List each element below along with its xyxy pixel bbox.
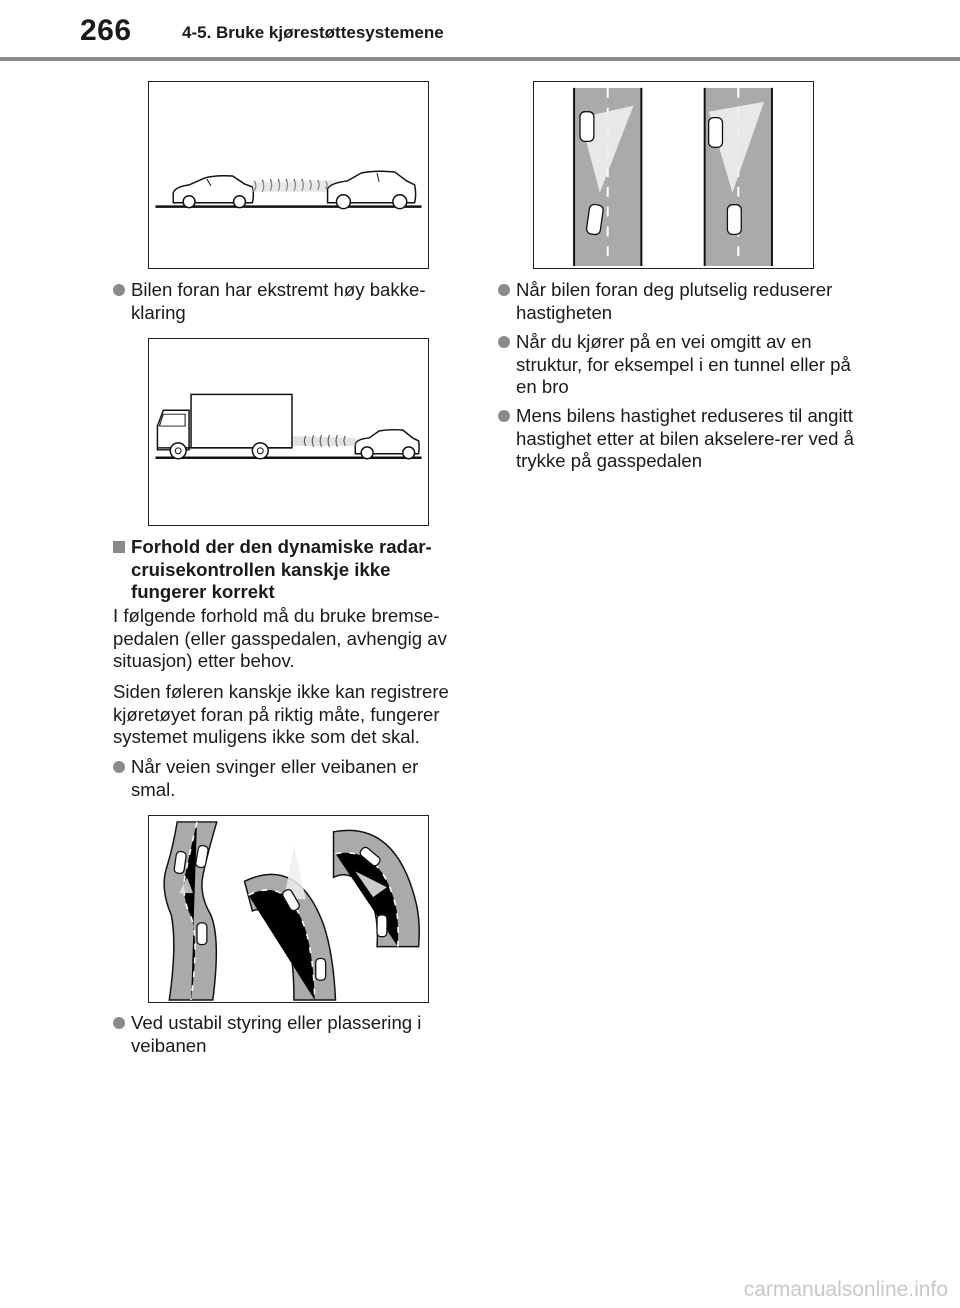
- paragraph-sensor: Siden føleren kanskje ikke kan registrere kjøretøyet foran på riktig måte, fungerer systemet muligens ikke som det skal.: [113, 681, 449, 747]
- bullet-dot-icon: [498, 336, 510, 348]
- bullet-dot-icon: [113, 284, 125, 296]
- page-header: [0, 0, 960, 62]
- bullet-tunnel: Når du kjører på en vei omgitt av en struktur, for eksempel i en tunnel eller på en bro: [498, 331, 858, 399]
- bullet-dot-icon: [498, 410, 510, 422]
- bullet-unstable-steering: Ved ustabil styring eller plassering i veibanen: [113, 1012, 463, 1057]
- paragraph-brake-pedal: I følgende forhold må du bruke bremse-pedalen (eller gasspedalen, avhengig av situasjon) etter behov.: [113, 605, 447, 671]
- watermark: carmanualsonline.info: [743, 1278, 948, 1301]
- figure-curved-roads: [148, 815, 429, 1003]
- section-title: 4-5. Bruke kjørestøttesystemene: [182, 23, 444, 42]
- page-number: 266: [80, 14, 132, 47]
- bullet-road-curves: Når veien svinger eller veibanen er smal.: [113, 756, 463, 801]
- heading-conditions: Forhold der den dynamiske radar-cruisekontrollen kanskje ikke fungerer korrekt: [113, 536, 463, 604]
- figure-straight-roads: [533, 81, 814, 269]
- bullet-dot-icon: [498, 284, 510, 296]
- bullet-sudden-slowdown: Når bilen foran deg plutselig reduserer hastigheten: [498, 279, 858, 324]
- bullet-dot-icon: [113, 761, 125, 773]
- bullet-accelerate: Mens bilens hastighet reduseres til angitt hastighet etter at bilen akselere-rer ved å trykke på gasspedalen: [498, 405, 858, 473]
- figure-truck-ahead: [148, 338, 429, 526]
- figure-high-clearance: [148, 81, 429, 269]
- heading-square-icon: [113, 541, 125, 553]
- bullet-dot-icon: [113, 1017, 125, 1029]
- bullet-ground-clearance: Bilen foran har ekstremt høy bakke-klaring: [113, 279, 463, 324]
- header-divider: [0, 57, 960, 61]
